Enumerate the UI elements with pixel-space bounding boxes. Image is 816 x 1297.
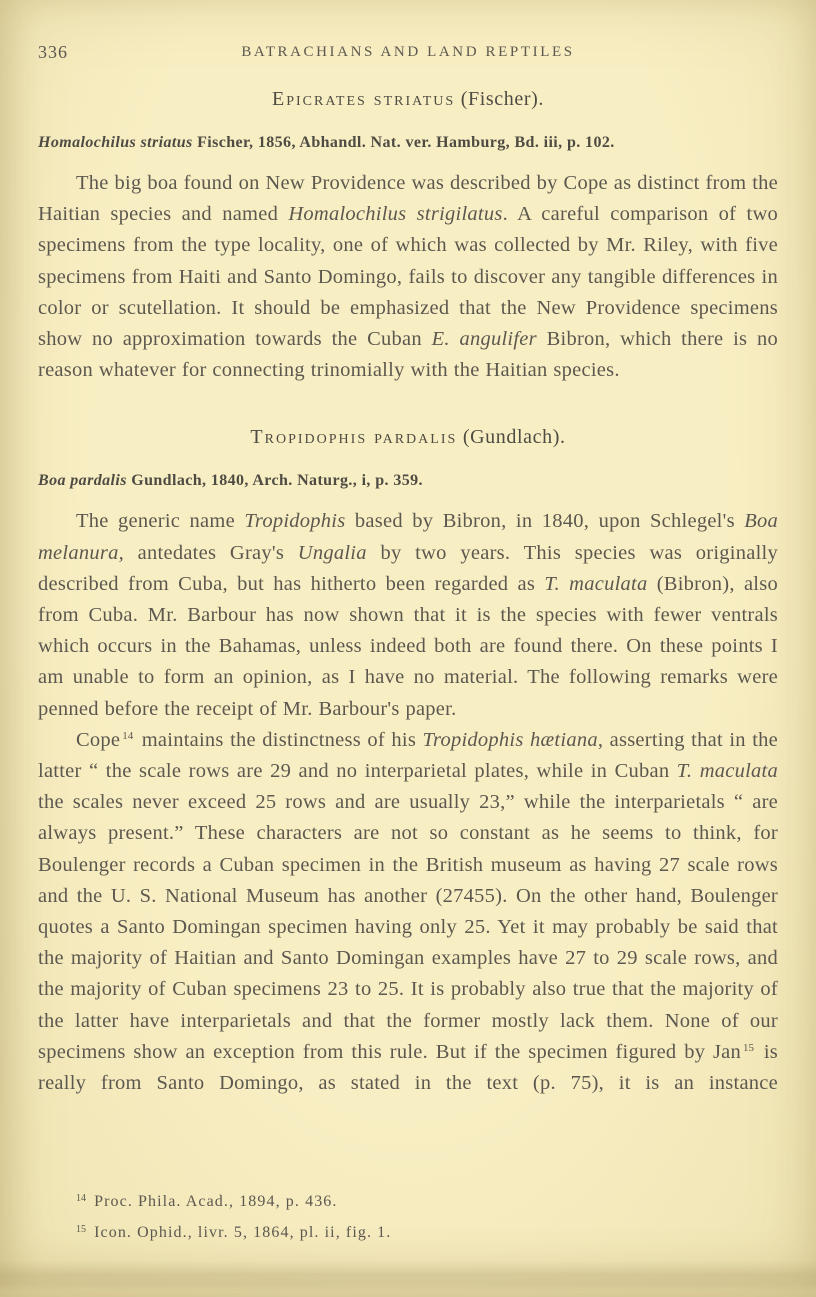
text-segment: , asserting that in the latter “ the scale rows are 29 and no interparietal plates, while in Cuban [38, 728, 778, 783]
text-segment: T. maculata [544, 572, 648, 595]
text-segment: (Gundlach). [457, 426, 566, 449]
species-heading [38, 426, 778, 449]
text-segment: is really from Santo Domingo, as stated in the text (p. 75), it is an instance [38, 1040, 778, 1095]
text-segment: (Bibron), also from Cuba. Mr. Barbour has now shown that it is the species with fewer ventrals which occurs in the Bahamas, unless indeed both are found there. On these points I am unable to form an opinion, as I have no material. The following remarks were penned before the receipt of Mr. Barbour's paper. [38, 572, 778, 720]
text-segment: Fischer, 1856, Abhandl. Nat. ver. Hamburg, Bd. iii, p. 102. [192, 134, 615, 151]
text-segment: T. maculata [676, 760, 778, 783]
text-segment: Ungalia [297, 541, 367, 564]
text-segment: Boa pardalis [38, 472, 127, 490]
text-segment: The big boa found on New Providence was described by Cope as distinct from the Haitian species and named [38, 172, 778, 226]
text-segment: Homalochilus striatus [38, 134, 193, 151]
text-segment: The generic name [76, 510, 245, 533]
synonymy-line [38, 470, 778, 492]
text-segment: Boa melanura, [38, 510, 779, 564]
page-content [38, 88, 778, 1099]
text-segment: Epicrates striatus [272, 88, 456, 110]
text-segment: 14 [122, 729, 134, 742]
body-paragraph [38, 725, 778, 1099]
footnote: $^{15}$ Icon. Ophid., livr. 5, 1864, pl. ii, fig. 1. [76, 1224, 392, 1241]
text-segment: Tropidophis pardalis [250, 426, 458, 449]
footnote: $^{14}$ Proc. Phila. Acad., 1894, p. 436. [76, 1193, 338, 1210]
text-segment: Bibron, which there is no reason whatever for connecting trinomially with the Haitian species. [38, 328, 778, 382]
text-segment: . A careful comparison of two specimens from the type locality, one of which was collected by Mr. Riley, with five specimens from Haiti and Santo Domingo, fails to discover any tangible differences in color or scutellation. It should be emphasized that the New Providence specimens show no approximation towards the Cuban [38, 203, 778, 351]
body-paragraph [38, 168, 778, 386]
text-segment: E. angulifer [431, 328, 537, 351]
species-heading [38, 88, 778, 111]
text-segment: Tropidophis [244, 510, 346, 533]
synonymy-line [38, 132, 778, 154]
text-segment: based by Bibron, in 1840, upon Schlegel's [345, 510, 745, 533]
text-segment: Gundlach, 1840, Arch. Naturg., i, p. 359. [126, 472, 423, 490]
body-paragraph [38, 506, 778, 724]
text-segment: (Fischer). [455, 88, 544, 110]
text-segment: Cope [76, 728, 121, 751]
text-segment: Tropidophis hætiana [422, 728, 598, 751]
text-segment: by two years. This species was originally described from Cuba, but has hitherto been regarded as [38, 541, 778, 595]
running-head: BATRACHIANS AND LAND REPTILES [241, 44, 575, 60]
footnote-marker: 14 [76, 1193, 86, 1204]
text-segment: Homalochilus strigilatus [288, 203, 503, 226]
text-segment: antedates Gray's [123, 541, 298, 564]
footnotes [38, 1186, 778, 1248]
text-segment: the scales never exceed 25 rows and are usually 23,” while the interparietals “ are always present.” These characters are not so constant as he seems to think, for Boulenger records a Cuban specimen in the British museum as having 27 scale rows and the U. S. National Museum has another (27455). On the other hand, Boulenger quotes a Santo Domingan specimen having only 25. Yet it may probably be said that the majority of Haitian and Santo Domingan examples have 27 to 29 scale rows, and the majority of Cuban specimens 23 to 25. It is probably also true that the majority of the latter have interparietals and that the former mostly lack them. None of our specimens show an exception from this rule. But if the specimen figured by Jan [38, 791, 778, 1063]
text-segment: 15 [743, 1041, 755, 1054]
text-segment: maintains the distinctness of his [135, 728, 423, 751]
footnote-marker: 15 [76, 1224, 86, 1235]
page-header [38, 42, 778, 66]
page-number: 336 [38, 42, 68, 62]
